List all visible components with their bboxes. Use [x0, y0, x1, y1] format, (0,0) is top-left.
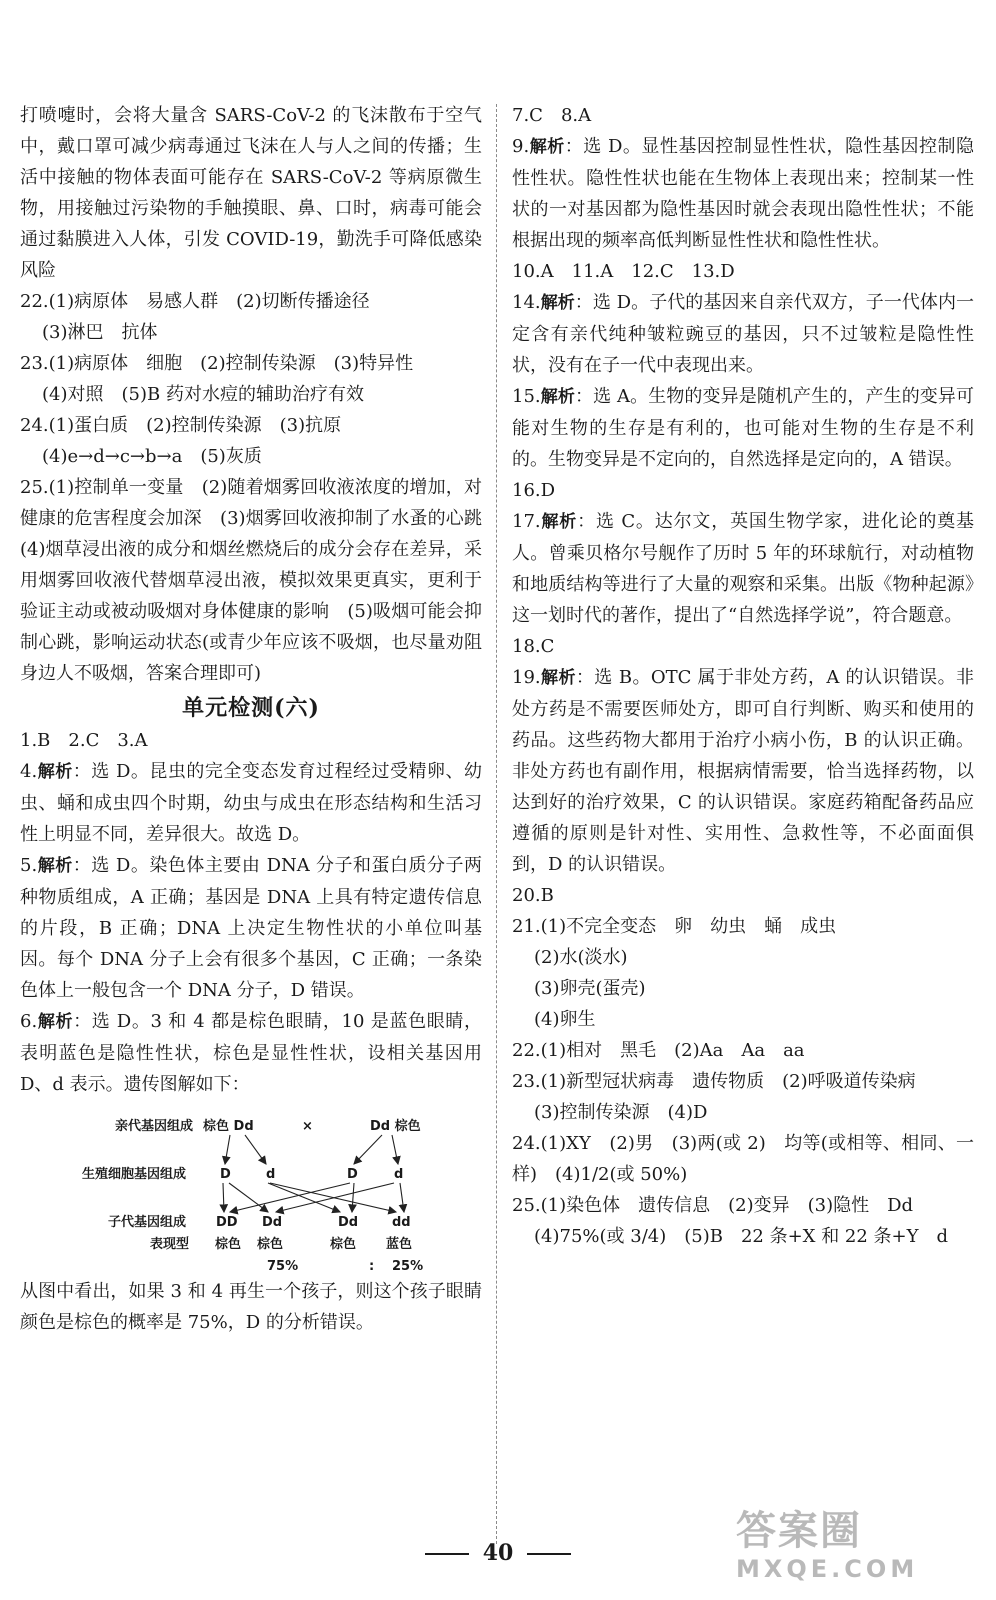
- analysis-label: 解析: [37, 1012, 74, 1032]
- answer-22: 22.(1)相对 黑毛 (2)Aa Aa aa: [512, 1040, 805, 1061]
- analysis-label: 解析: [540, 387, 575, 407]
- inheritance-diagram-svg: [20, 1102, 482, 1272]
- watermark-line2: MXQE.COM: [736, 1555, 919, 1583]
- arrow-parent-left-to-D: [225, 1135, 230, 1164]
- parent-left-genotype: 棕色 Dd: [203, 1119, 254, 1134]
- cross-symbol: ×: [302, 1119, 313, 1134]
- answer-5: [20, 850, 482, 1006]
- analysis-label: 解析: [529, 137, 565, 157]
- answer-25-line2: (4)75%(或 3/4) (5)B 22 条+X 和 22 条+Y d: [534, 1226, 949, 1247]
- answer-6-number: 6.: [20, 1011, 38, 1032]
- answer-14-number: 14.: [512, 292, 541, 313]
- answer-19-number: 19.: [512, 667, 541, 688]
- analysis-label: 解析: [540, 668, 576, 688]
- answer-4-number: 4.: [20, 761, 38, 782]
- gamete-d-right: d: [394, 1167, 404, 1182]
- answer-15: [512, 381, 974, 475]
- answer-10-13: 10.A 11.A 12.C 13.D: [512, 261, 735, 282]
- answer-7-8: 7.C 8.A: [512, 105, 592, 126]
- answer-19-text: ：选 B。OTC 属于非处方药，A 的认识错误。非处方药是不需要医师处方，即可自行判断、购买和使用的药品。这些药物大都用于治疗小病小伤，B 的认识正确。非处方药也有副作用，根据病情需要，恰当选择药物，以达到好的治疗效果，C 的认识错误。家庭药箱配备药品应遵循的原则是针对性、实用性、急救性等，不必面面俱到，D 的认识错误。: [512, 667, 974, 875]
- row-label-parent-genotype: 亲代基因组成: [115, 1119, 194, 1134]
- phenotype-1: 棕色: [215, 1237, 242, 1252]
- answer-20: 20.B: [512, 885, 554, 906]
- row-label-gamete-genotype: 生殖细胞基因组成: [82, 1167, 187, 1182]
- arrow-parent-right-to-D: [354, 1135, 382, 1164]
- phenotype-3: 棕色: [330, 1237, 357, 1252]
- footer-dash-left: [425, 1553, 469, 1555]
- offspring-dd: dd: [392, 1215, 411, 1230]
- analysis-label: 解析: [540, 293, 575, 313]
- analysis-label: 解析: [37, 856, 73, 876]
- column-divider: [496, 104, 497, 1544]
- answer-16: 16.D: [512, 480, 556, 501]
- answer-6-conclusion: 从图中看出，如果 3 和 4 再生一个孩子，则这个孩子眼睛颜色是棕色的概率是 75%，D 的分析错误。: [20, 1281, 482, 1333]
- answer-17-number: 17.: [512, 511, 541, 532]
- answer-4: [20, 756, 482, 850]
- answer-9-number: 9.: [512, 136, 530, 157]
- gamete-D-right: D: [347, 1167, 358, 1182]
- watermark-logo: [736, 1508, 966, 1598]
- arrow-d-to-Dd2: [268, 1183, 340, 1212]
- gamete-d-left: d: [266, 1167, 276, 1182]
- answer-22-line2: (3)淋巴 抗体: [42, 322, 158, 343]
- right-column: [512, 100, 974, 1252]
- answer-14-text: ：选 D。子代的基因来自亲代双方，子一代体内一定含有亲代纯种皱粒豌豆的基因，只不过皱粒是隐性性状，没有在子一代中表现出来。: [512, 292, 975, 376]
- offspring-DD: DD: [216, 1215, 238, 1230]
- answer-18: 18.C: [512, 636, 555, 657]
- answer-5-text: ：选 D。染色体主要由 DNA 分子和蛋白质分子两种物质组成，A 正确；基因是 DNA 上具有特定遗传信息的片段，B 正确；DNA 上决定生物性状的小单位叫基因。每个 DNA 分子上会有很多个基因，C 正确；一条染色体上一般包含一个 DNA 分子，D 错误。: [20, 855, 483, 1001]
- answer-17: [512, 506, 974, 631]
- answer-5-number: 5.: [20, 855, 38, 876]
- parent-right-genotype: Dd 棕色: [370, 1119, 421, 1134]
- row-label-phenotype: 表现型: [150, 1237, 190, 1252]
- offspring-Dd-2: Dd: [338, 1215, 359, 1230]
- answer-25-line1: 25.(1)染色体 遗传信息 (2)变异 (3)隐性 Dd: [512, 1195, 914, 1216]
- answer-23-line2: (3)控制传染源 (4)D: [534, 1102, 708, 1123]
- answer-23-line2: (4)对照 (5)B 药对水痘的辅助治疗有效: [42, 384, 364, 405]
- inheritance-diagram: [20, 1102, 482, 1272]
- answer-24-line1: 24.(1)蛋白质 (2)控制传染源 (3)抗原: [20, 415, 342, 436]
- footer-dash-right: [527, 1553, 571, 1555]
- answer-1-3: 1.B 2.C 3.A: [20, 730, 148, 751]
- answer-23-line1: 23.(1)新型冠状病毒 遗传物质 (2)呼吸道传染病: [512, 1071, 916, 1092]
- answer-15-text: ：选 A。生物的变异是随机产生的，产生的变异可能对生物的生存是有利的，也可能对生物的生存是不利的。生物变异是不定向的，自然选择是定向的，A 错误。: [512, 386, 975, 470]
- answer-4-text: ：选 D。昆虫的完全变态发育过程经过受精卵、幼虫、蛹和成虫四个时期，幼虫与成虫在形态结构和生活习性上明显不同，差异很大。故选 D。: [20, 761, 483, 845]
- answer-24: 24.(1)XY (2)男 (3)两(或 2) 均等(或相等、相同、一样) (4)1/2(或 50%): [512, 1133, 974, 1185]
- answer-21-line3: (3)卵壳(蛋壳): [534, 978, 646, 999]
- answer-25: 25.(1)控制单一变量 (2)随着烟雾回收液浓度的增加，对健康的危害程度会加深 (3)烟雾回收液抑制了水蚤的心跳 (4)烟草浸出液的成分和烟丝燃烧后的成分会存在差异，采用烟雾回收液代替烟草浸出液，模拟效果更真实，更利于验证主动或被动吸烟对身体健康的影响 (5)吸烟可能会抑制心跳，影响运动状态(或青少年应该不吸烟，也尽量劝阻身边人不吸烟，答案合理即可): [20, 477, 500, 684]
- answer-24-line2: (4)e→d→c→b→a (5)灰质: [42, 446, 262, 467]
- unit-title: 单元检测(六): [182, 695, 320, 721]
- answer-15-number: 15.: [512, 386, 541, 407]
- phenotype-4: 蓝色: [386, 1237, 413, 1252]
- answer-22-line1: 22.(1)病原体 易感人群 (2)切断传播途径: [20, 291, 370, 312]
- arrow-parent-left-to-d: [245, 1135, 266, 1164]
- arrow-parent-right-to-d: [392, 1135, 398, 1164]
- answer-17-text: ：选 C。达尔文，英国生物学家，进化论的奠基人。曾乘贝格尔号舰作了历时 5 年的环球航行，对动植物和地质结构等进行了大量的观察和采集。出版《物种起源》这一划时代的著作，提出了“自然选择学说”，符合题意。: [512, 511, 974, 626]
- answer-6-text: ：选 D。3 和 4 都是棕色眼睛，10 是蓝色眼睛，表明蓝色是隐性性状，棕色是显性性状，设相关基因用 D、d 表示。遗传图解如下：: [20, 1011, 482, 1095]
- answer-9: [512, 131, 974, 256]
- answer-19: [512, 662, 974, 880]
- watermark-line1: 答案圈: [736, 1508, 862, 1554]
- analysis-label: 解析: [37, 762, 73, 782]
- answer-21-line4: (4)卵生: [534, 1009, 596, 1030]
- answer-14: [512, 287, 974, 381]
- arrow-dr-to-dd: [400, 1183, 404, 1212]
- row-label-offspring-genotype: 子代基因组成: [108, 1215, 187, 1230]
- ratio-colon: :: [369, 1259, 375, 1272]
- analysis-label: 解析: [540, 512, 578, 532]
- arrow-D-to-DD: [223, 1183, 224, 1212]
- answer-6: [20, 1006, 482, 1100]
- gamete-D-left: D: [220, 1167, 231, 1182]
- page-number: 40: [482, 1540, 514, 1566]
- q21-continued-text: 打喷嚏时，会将大量含 SARS-CoV-2 的飞沫散布于空气中，戴口罩可减少病毒通过飞沫在人与人之间的传播；生活中接触的物体表面可能存在 SARS-CoV-2 等病原微生物，用接触过污染物的手触摸眼、鼻、口时，病毒可能会通过黏膜进入人体，引发 COVID-19，勤洗手可降低感染风险: [20, 105, 482, 281]
- phenotype-2: 棕色: [257, 1237, 284, 1252]
- answer-9-text: ：选 D。显性基因控制显性性状，隐性基因控制隐性性状。隐性性状也能在生物体上表现出来；控制某一性状的一对基因都为隐性基因时就会表现出隐性性状；不能根据出现的频率高低判断显性性状和隐性性状。: [512, 136, 975, 251]
- arrow-Dr-to-Dd2: [352, 1183, 354, 1212]
- ratio-right: 25%: [392, 1259, 424, 1272]
- answer-21-line2: (2)水(淡水): [534, 947, 628, 968]
- ratio-left: 75%: [267, 1259, 299, 1272]
- left-column: [20, 100, 500, 1338]
- offspring-Dd-1: Dd: [262, 1215, 283, 1230]
- answer-23-line1: 23.(1)病原体 细胞 (2)控制传染源 (3)特异性: [20, 353, 414, 374]
- answer-21-line1: 21.(1)不完全变态 卵 幼虫 蛹 成虫: [512, 916, 837, 937]
